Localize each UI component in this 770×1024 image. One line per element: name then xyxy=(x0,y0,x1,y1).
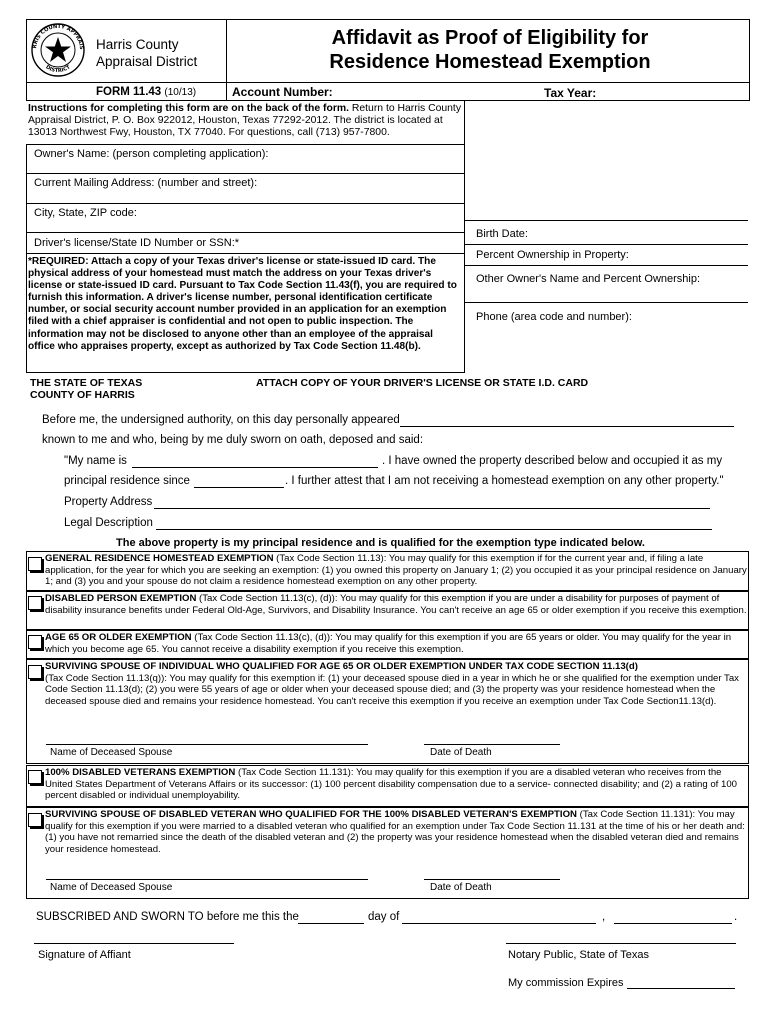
tax-year-label: Tax Year: xyxy=(544,86,597,100)
my-name-text: "My name is xyxy=(64,455,127,467)
deceased-spouse-name-input-1[interactable] xyxy=(46,744,368,745)
other-owner-input[interactable] xyxy=(470,287,746,301)
date-of-death-input-1[interactable] xyxy=(424,744,560,745)
org-line-2: Appraisal District xyxy=(96,54,198,69)
legal-description-label: Legal Description xyxy=(64,517,153,529)
disabled-veteran-checkbox[interactable] xyxy=(28,770,42,784)
surviving-spouse-veteran-checkbox[interactable] xyxy=(28,813,42,827)
tax-year-input[interactable] xyxy=(606,84,746,98)
form-number xyxy=(96,86,196,98)
birth-date-label: Birth Date: xyxy=(476,228,528,240)
qualified-statement: The above property is my principal residence and is qualified for the exemption type indicated below. xyxy=(116,537,645,549)
instructions-top-line xyxy=(26,100,464,101)
fields-left-line xyxy=(26,144,27,372)
signature-of-affiant-label: Signature of Affiant xyxy=(38,949,131,961)
notary-signature-input[interactable] xyxy=(506,943,736,944)
general-exemption-body: (Tax Code Section 11.13): You may qualify for this exemption if for the current year and, if filing a late application, for the year for which you are seeking an exemption: (1) you owned this property on January 1; (2) you occupied it as your principal residence on January 1; and (3) you and your spouse do not claim a residence homestead exemption on any other property. xyxy=(45,553,747,588)
general-exemption-checkbox[interactable] xyxy=(28,557,42,571)
line-license-top xyxy=(26,232,464,233)
legal-description-input[interactable] xyxy=(156,529,712,530)
disabled-veteran-title: 100% DISABLED VETERANS EXEMPTION xyxy=(45,767,236,778)
date-of-death-input-2[interactable] xyxy=(424,879,560,880)
surviving-spouse-65-checkbox[interactable] xyxy=(28,665,42,679)
disabled-exemption-body: (Tax Code Section 11.13(c), (d)): You may qualify for this exemption if you are under a disability for purposes of payment of disability insurance benefits under Federal Old-Age, Survivors, and Disability Insurance. You can't receive an age 65 or older exemption if you receive this exemption. xyxy=(45,593,747,616)
owner-name-input[interactable] xyxy=(30,160,460,174)
phone-label: Phone (area code and number): xyxy=(476,311,632,323)
surviving-spouse-65-text xyxy=(45,661,747,707)
header-divider xyxy=(226,19,227,101)
notary-public-label: Notary Public, State of Texas xyxy=(508,949,650,961)
percent-ownership-input[interactable] xyxy=(636,247,746,261)
line-ownership-top xyxy=(464,244,748,245)
hcad-seal-logo xyxy=(30,22,86,78)
general-exemption-title: GENERAL RESIDENCE HOMESTEAD EXEMPTION xyxy=(45,553,274,564)
mailing-address-input[interactable] xyxy=(30,189,460,203)
comma-text: , xyxy=(602,911,606,923)
owner-name-label: Owner's Name: (person completing application): xyxy=(34,148,269,160)
disabled-veteran-body: (Tax Code Section 11.131): You may qualify for this exemption if you are a disabled veteran who receives from the United States Department of Veterans Affairs or its successor: (1) 100 percent disability compensation due to a service- connected disability; and (2) a rating of 100 percent disabled or individual unemployability. xyxy=(45,767,738,802)
fields-vertical-line xyxy=(464,100,465,372)
surviving-spouse-veteran-text xyxy=(45,809,747,855)
my-name-input[interactable] xyxy=(132,467,378,468)
sworn-year-input[interactable] xyxy=(614,923,732,924)
disabled-veteran-text xyxy=(45,767,747,802)
affiant-signature-input[interactable] xyxy=(34,943,234,944)
age-65-exemption-title: AGE 65 OR OLDER EXEMPTION xyxy=(45,632,192,643)
surviving-spouse-veteran-body: (Tax Code Section 11.131): You may qualify for this exemption if you were married to a disabled veteran who qualified for an exemption under Tax Code Section 11.131 at the time of his or her death and: (1) you have not remarried since the death of the disabled veteran and (2) the property was your residence homestead when the disabled veteran died and remains your residence homestead. xyxy=(45,809,745,855)
account-number-label: Account Number: xyxy=(232,85,333,99)
deceased-spouse-name-label-2: Name of Deceased Spouse xyxy=(50,882,173,893)
deceased-spouse-name-input-2[interactable] xyxy=(46,879,368,880)
drivers-license-input[interactable] xyxy=(250,235,460,249)
svg-text:DISTRICT xyxy=(44,64,72,74)
line-owner-top xyxy=(26,144,464,145)
disabled-exemption-checkbox[interactable] xyxy=(28,596,42,610)
known-text: known to me and who, being by me duly sworn on oath, deposed and said: xyxy=(42,434,424,446)
age-65-exemption-text xyxy=(45,632,747,655)
general-exemption-text xyxy=(45,553,747,588)
commission-expires-input[interactable] xyxy=(627,988,735,989)
mailing-address-label: Current Mailing Address: (number and street): xyxy=(34,177,258,189)
appeared-name-input[interactable] xyxy=(400,426,734,427)
required-note: *REQUIRED: Attach a copy of your Texas driver's license or state-issued ID card. The physical address of your homestead must match the address on your Texas driver's license or state-issued ID card. Pursuant to Tax Code Section 11.43(f), you are required to furnish this information. A driver's license number, personal identification certificate number, or social security account number provided in an application for an exemption filed with a chief appraiser is confidential and not open to public inspection. The information may not be disclosed to anyone other than an employee of the appraisal office who appraises property, except as authorized by Tax Code Section 11.48(b). xyxy=(28,256,457,352)
form-title xyxy=(230,26,750,74)
instructions-text xyxy=(28,103,464,140)
seal-top-text: RRIS COUNTY APPRAIS xyxy=(31,23,85,50)
phone-input[interactable] xyxy=(470,325,746,339)
form-date: (10/13) xyxy=(164,87,197,98)
sworn-month-input[interactable] xyxy=(402,923,596,924)
age-65-exemption-body: (Tax Code Section 11.13(c), (d)): You may qualify for this exemption if you are 65 years or older. You may qualify for the year in which you become age 65. You cannot receive a disability exemption if you receive this exemption. xyxy=(45,632,732,655)
deceased-spouse-name-label-1: Name of Deceased Spouse xyxy=(50,747,173,758)
date-of-death-label-2: Date of Death xyxy=(430,882,492,893)
sworn-day-input[interactable] xyxy=(298,923,364,924)
attach-copy-notice: ATTACH COPY OF YOUR DRIVER'S LICENSE OR STATE I.D. CARD xyxy=(256,377,589,389)
header-bottom-line xyxy=(26,82,750,83)
disabled-exemption-text xyxy=(45,593,747,616)
commission-expires-label: My commission Expires xyxy=(508,977,624,989)
line-city-top xyxy=(26,203,464,204)
title-line-2: Residence Homestead Exemption xyxy=(329,51,651,73)
date-of-death-label-1: Date of Death xyxy=(430,747,492,758)
property-address-input[interactable] xyxy=(154,508,710,509)
line-birthdate-top xyxy=(464,220,748,221)
instructions-bold: Instructions for completing this form are on the back of the form. xyxy=(28,103,349,114)
surviving-spouse-veteran-title: SURVIVING SPOUSE OF DISABLED VETERAN WHO QUALIFIED FOR THE 100% DISABLED VETERAN'S EXEMPTION xyxy=(45,809,577,820)
further-attest-text: . I further attest that I am not receiving a homestead exemption on any other property." xyxy=(285,475,724,487)
form-number-text: FORM 11.43 xyxy=(96,86,162,98)
owned-text: . I have owned the property described below and occupied it as my xyxy=(382,455,723,467)
day-of-text: day of xyxy=(368,911,400,923)
line-phone-top xyxy=(464,302,748,303)
line-mailing-top xyxy=(26,173,464,174)
period-text: . xyxy=(734,911,738,923)
org-line-1: Harris County xyxy=(96,37,179,52)
birth-date-input[interactable] xyxy=(536,226,746,240)
surviving-spouse-65-body: (Tax Code Section 11.13(q)): You may qualify for this exemption if: (1) your deceased spouse died in a year in which he or she qualified for the exemption under Tax Code Section 11.13(d); (2) you were 55 years of age or older when your deceased spouse died; and (3) the property was your residence homestead when the deceased spouse died and remains your residence homestead. You can't receive this exemption if you receive an exemption under Tax Code Section11.13(d). xyxy=(45,672,739,707)
line-other-owner-top xyxy=(464,265,748,266)
line-fields-bottom xyxy=(26,372,465,373)
title-line-1: Affidavit as Proof of Eligibility for xyxy=(331,27,649,49)
line-required-top xyxy=(26,253,464,254)
disabled-exemption-title: DISABLED PERSON EXEMPTION xyxy=(45,593,197,604)
city-state-zip-input[interactable] xyxy=(30,219,460,231)
county-of-harris: COUNTY OF HARRIS xyxy=(30,389,135,401)
seal-bottom-text: DISTRICT xyxy=(44,64,72,75)
property-address-label: Property Address xyxy=(64,496,153,508)
percent-ownership-label: Percent Ownership in Property: xyxy=(476,249,629,261)
city-state-zip-label: City, State, ZIP code: xyxy=(34,207,137,219)
other-owner-label: Other Owner's Name and Percent Ownership: xyxy=(476,273,701,285)
surviving-spouse-65-title: SURVIVING SPOUSE OF INDIVIDUAL WHO QUALIFIED FOR AGE 65 OR OLDER EXEMPTION UNDER TAX CODE SECTION 11.13(d) xyxy=(45,661,638,672)
account-number-input[interactable] xyxy=(340,84,530,98)
state-county xyxy=(30,377,142,401)
instructions-rest: Return to Harris County Appraisal District, P. O. Box 922012, Houston, Texas 77292-2012. The district is located at 13013 Northwest Fwy, Houston, TX 77040. For questions, call (713) 957-7800. xyxy=(28,103,462,139)
state-of-texas: THE STATE OF TEXAS xyxy=(30,377,143,389)
age-65-exemption-checkbox[interactable] xyxy=(28,635,42,649)
before-me-text: Before me, the undersigned authority, on this day personally appeared xyxy=(42,414,400,426)
drivers-license-label: Driver's license/State ID Number or SSN:* xyxy=(34,237,240,249)
principal-since-text: principal residence since xyxy=(64,475,190,487)
org-name xyxy=(96,36,197,70)
residence-since-input[interactable] xyxy=(194,487,284,488)
subscribed-text: SUBSCRIBED AND SWORN TO before me this the xyxy=(36,911,299,923)
